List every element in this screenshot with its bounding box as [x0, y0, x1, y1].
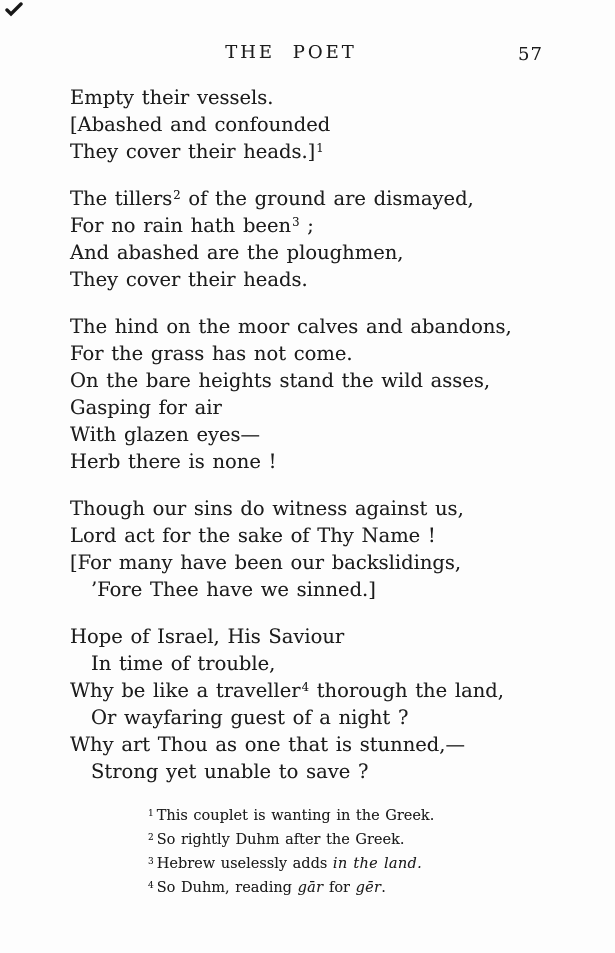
text-segment: For no rain hath been: [70, 214, 292, 237]
poem-line: [70, 623, 595, 650]
poem-line: [70, 212, 595, 239]
text-segment: Why art Thou as one that is stunned,—: [70, 733, 465, 756]
poem-line: [70, 549, 595, 576]
poem-line: [70, 522, 595, 549]
text-segment: This couplet is wanting in the Greek.: [156, 808, 435, 824]
poem-line: [70, 650, 595, 677]
text-segment: In time of trouble,: [91, 652, 276, 675]
poem-line: [70, 495, 595, 522]
text-segment: With glazen eyes—: [70, 423, 261, 446]
emphasized-text: gēr: [355, 880, 382, 896]
footnote: [148, 852, 434, 876]
text-segment: The tillers: [70, 187, 173, 210]
footnote: [148, 876, 434, 900]
poem-line: [70, 185, 595, 212]
text-segment: So Duhm, reading: [156, 880, 298, 896]
poem: [70, 84, 595, 805]
scan-smudge-mark: [5, 2, 25, 17]
footnote-marker: 4: [148, 880, 154, 891]
text-segment: [For many have been our backslidings,: [70, 551, 462, 574]
poem-line: [70, 138, 595, 165]
stanza: [70, 185, 595, 293]
footnote: [148, 804, 434, 828]
poem-line: [70, 367, 595, 394]
poem-line: [70, 84, 595, 111]
poem-line: [70, 448, 595, 475]
text-segment: And abashed are the ploughmen,: [70, 241, 404, 264]
text-segment: They cover their heads.: [70, 268, 308, 291]
footnote-reference: 1: [316, 140, 324, 155]
footnote-reference: 4: [301, 679, 310, 694]
text-segment: for: [323, 880, 356, 896]
emphasized-text: gār: [297, 880, 324, 896]
poem-line: [70, 394, 595, 421]
stanza: [70, 623, 595, 785]
footnotes: [148, 804, 434, 900]
poem-line: [70, 313, 595, 340]
stanza: [70, 84, 595, 165]
text-segment: Though our sins do witness against us,: [70, 497, 464, 520]
poem-line: [70, 340, 595, 367]
page-title: THE POET: [225, 42, 357, 63]
poem-line: [70, 704, 595, 731]
stanza: [70, 495, 595, 603]
text-segment: Hope of Israel, His Saviour: [70, 625, 345, 648]
text-segment: ;: [299, 214, 314, 237]
poem-line: [70, 677, 595, 704]
poem-line: [70, 111, 595, 138]
text-segment: Gasping for air: [70, 396, 222, 419]
text-segment: So rightly Duhm after the Greek.: [156, 832, 405, 848]
poem-line: [70, 421, 595, 448]
text-segment: Hebrew uselessly adds: [156, 856, 333, 872]
poem-line: [70, 266, 595, 293]
text-segment: Or wayfaring guest of a night ?: [91, 706, 409, 729]
text-segment: Strong yet unable to save ?: [91, 760, 369, 783]
emphasized-text: in the land.: [332, 856, 422, 872]
text-segment: For the grass has not come.: [70, 342, 353, 365]
poem-line: [70, 239, 595, 266]
text-segment: [Abashed and confounded: [70, 113, 331, 136]
footnote-reference: 2: [173, 187, 181, 202]
text-segment: The hind on the moor calves and abandons,: [70, 315, 512, 338]
footnote-marker: 2: [148, 832, 154, 843]
text-segment: thorough the land,: [309, 679, 504, 702]
text-segment: Empty their vessels.: [70, 86, 274, 109]
footnote-reference: 3: [292, 214, 300, 229]
running-head: [0, 42, 582, 63]
footnote: [148, 828, 434, 852]
stanza: [70, 313, 595, 475]
text-segment: Herb there is none !: [70, 450, 277, 473]
text-segment: of the ground are dismayed,: [180, 187, 474, 210]
poem-line: [70, 576, 595, 603]
footnote-marker: 3: [148, 856, 154, 867]
text-segment: They cover their heads.]: [70, 140, 316, 163]
footnote-marker: 1: [148, 808, 154, 819]
text-segment: ’Fore Thee have we sinned.]: [91, 578, 376, 601]
text-segment: .: [381, 880, 386, 896]
text-segment: On the bare heights stand the wild asses,: [70, 369, 491, 392]
text-segment: Why be like a traveller: [70, 679, 301, 702]
poem-line: [70, 758, 595, 785]
page-number: 57: [518, 44, 543, 65]
text-segment: Lord act for the sake of Thy Name !: [70, 524, 436, 547]
poem-line: [70, 731, 595, 758]
